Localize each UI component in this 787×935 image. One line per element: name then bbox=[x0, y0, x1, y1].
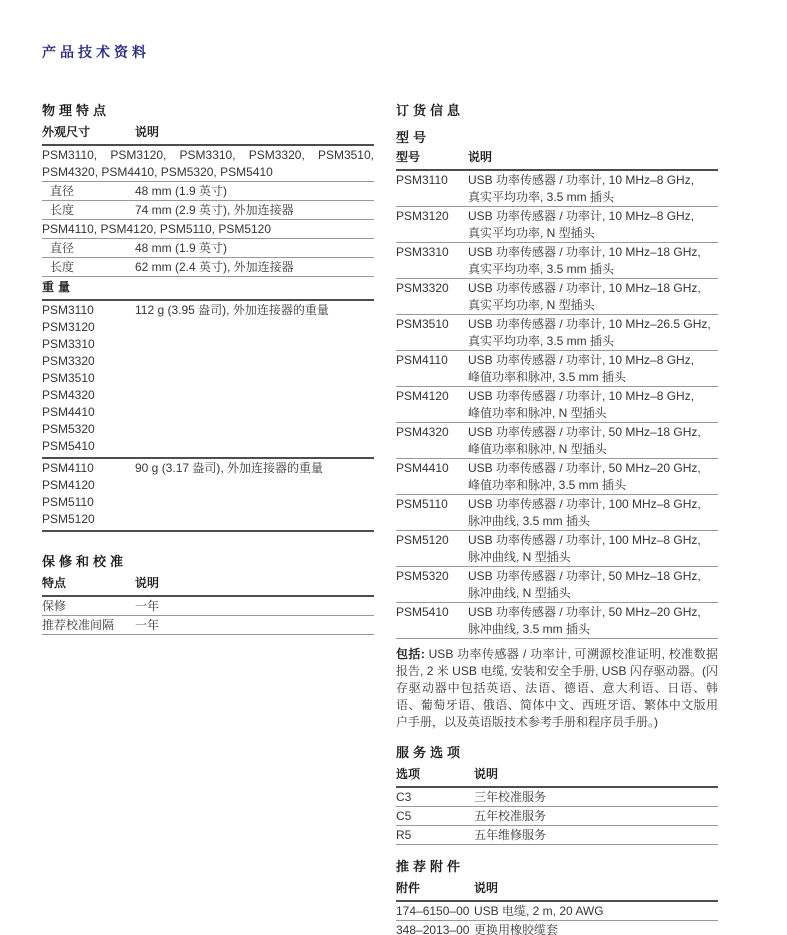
header-cell-option: 选项 bbox=[396, 767, 421, 781]
section-heading-physical: 物理特点 bbox=[42, 103, 111, 118]
part-number-cell: 348–2013–00 bbox=[396, 922, 470, 935]
ordering-row bbox=[396, 423, 718, 459]
section-heading-ordering: 订货信息 bbox=[396, 103, 465, 118]
weight-model: PSM3120 bbox=[42, 320, 95, 334]
desc-line2: 脉冲曲线, N 型插头 bbox=[468, 585, 571, 600]
ordering-table-header bbox=[396, 148, 718, 171]
desc-line1: USB 功率传感器 / 功率计, 50 MHz–20 GHz, bbox=[468, 604, 701, 619]
weight-group bbox=[42, 301, 374, 459]
accessories-table bbox=[396, 879, 718, 935]
section-heading-service: 服务选项 bbox=[396, 745, 465, 760]
weight-model: PSM3510 bbox=[42, 371, 95, 385]
desc-line2: 真实平均功率, 3.5 mm 插头 bbox=[468, 189, 615, 204]
table-row bbox=[42, 201, 374, 220]
warranty-table-header bbox=[42, 574, 374, 597]
option-cell: R5 bbox=[396, 827, 412, 842]
header-cell-accessory: 附件 bbox=[396, 881, 421, 895]
model-cell: PSM3320 bbox=[396, 280, 449, 295]
includes-text: USB 功率传感器 / 功率计, 可溯源校准证明, 校准数据报告, 2 米 USB 电缆, 安装和安全手册, USB 闪存驱动器。(闪存驱动器中包括英语、法语、德语、意大利语、日语、韩语、葡萄牙语、俄语、简体中文、西班牙语、繁体中文版用户手册，以及英语版技术参考手册和程序员手册。) bbox=[396, 647, 718, 729]
table-row bbox=[42, 616, 374, 635]
warranty-label: 推荐校准间隔 bbox=[42, 617, 115, 632]
weight-model: PSM3110 bbox=[42, 303, 94, 317]
subheading-models: 型号 bbox=[396, 130, 431, 145]
dim-label: 长度 bbox=[50, 259, 75, 274]
table-row bbox=[42, 182, 374, 201]
ordering-table bbox=[396, 148, 718, 639]
weight-model: PSM5320 bbox=[42, 422, 95, 436]
model-cell: PSM3120 bbox=[396, 208, 449, 223]
ordering-row bbox=[396, 207, 718, 243]
desc-line1: USB 功率传感器 / 功率计, 10 MHz–18 GHz, bbox=[468, 280, 701, 295]
model-cell: PSM4410 bbox=[396, 460, 449, 475]
physical-table-header bbox=[42, 123, 374, 146]
weight-model: PSM4120 bbox=[42, 478, 95, 492]
model-group-row: PSM4110, PSM4120, PSM5110, PSM5120 bbox=[42, 220, 374, 239]
dim-value: 48 mm (1.9 英寸) bbox=[135, 240, 228, 255]
desc-line1: USB 功率传感器 / 功率计, 10 MHz–26.5 GHz, bbox=[468, 316, 711, 331]
option-desc: 三年校准服务 bbox=[474, 789, 547, 804]
desc-cell bbox=[468, 496, 718, 530]
desc-cell bbox=[468, 424, 718, 458]
header-cell-description: 说明 bbox=[468, 150, 493, 164]
desc-line1: USB 功率传感器 / 功率计, 10 MHz–8 GHz, bbox=[468, 172, 695, 187]
table-row bbox=[42, 258, 374, 277]
dim-label: 直径 bbox=[50, 240, 75, 255]
header-cell-model: 型号 bbox=[396, 150, 421, 164]
desc-line2: 真实平均功率, N 型插头 bbox=[468, 297, 595, 312]
weight-model-list bbox=[42, 302, 135, 455]
table-row bbox=[396, 902, 718, 921]
option-desc: 五年校准服务 bbox=[474, 808, 547, 823]
model-cell: PSM3110 bbox=[396, 172, 448, 187]
option-cell: C3 bbox=[396, 789, 412, 804]
part-desc: USB 电缆, 2 m, 20 AWG bbox=[474, 903, 604, 918]
desc-line2: 真实平均功率, 3.5 mm 插头 bbox=[468, 333, 615, 348]
ordering-row bbox=[396, 243, 718, 279]
dim-label: 长度 bbox=[50, 202, 75, 217]
desc-line2: 峰值功率和脉冲, N 型插头 bbox=[468, 405, 607, 420]
desc-line2: 峰值功率和脉冲, 3.5 mm 插头 bbox=[468, 477, 627, 492]
ordering-row bbox=[396, 567, 718, 603]
includes-paragraph bbox=[396, 646, 718, 731]
weight-model: PSM5410 bbox=[42, 439, 95, 453]
option-desc: 五年维修服务 bbox=[474, 827, 547, 842]
includes-label: 包括: bbox=[396, 647, 425, 661]
weight-subheading: 重量 bbox=[42, 277, 374, 301]
warranty-table bbox=[42, 574, 374, 635]
table-row bbox=[42, 239, 374, 258]
desc-line1: USB 功率传感器 / 功率计, 100 MHz–8 GHz, bbox=[468, 532, 701, 547]
desc-cell bbox=[468, 316, 718, 350]
desc-cell bbox=[468, 532, 718, 566]
desc-line2: 脉冲曲线, N 型插头 bbox=[468, 549, 571, 564]
desc-line1: USB 功率传感器 / 功率计, 10 MHz–8 GHz, bbox=[468, 352, 695, 367]
service-table-header bbox=[396, 765, 718, 788]
weight-model: PSM4320 bbox=[42, 388, 95, 402]
model-group-row: PSM3110, PSM3120, PSM3310, PSM3320, PSM3510, PSM4320, PSM4410, PSM5320, PSM5410 bbox=[42, 146, 374, 182]
desc-cell bbox=[468, 280, 718, 314]
model-cell: PSM5410 bbox=[396, 604, 449, 619]
accessories-table-header bbox=[396, 879, 718, 902]
right-column bbox=[396, 102, 718, 935]
desc-cell bbox=[468, 460, 718, 494]
desc-line1: USB 功率传感器 / 功率计, 100 MHz–8 GHz, bbox=[468, 496, 701, 511]
ordering-row bbox=[396, 315, 718, 351]
weight-value: 112 g (3.95 盎司), 外加连接器的重量 bbox=[135, 303, 329, 317]
dim-value: 62 mm (2.4 英寸), 外加连接器 bbox=[135, 259, 294, 274]
model-cell: PSM5120 bbox=[396, 532, 449, 547]
ordering-row bbox=[396, 171, 718, 207]
desc-line2: 脉冲曲线, 3.5 mm 插头 bbox=[468, 513, 591, 528]
desc-cell bbox=[468, 244, 718, 278]
desc-cell bbox=[468, 568, 718, 602]
ordering-row bbox=[396, 603, 718, 639]
model-cell: PSM5320 bbox=[396, 568, 449, 583]
weight-model: PSM5120 bbox=[42, 512, 95, 526]
desc-line1: USB 功率传感器 / 功率计, 50 MHz–18 GHz, bbox=[468, 424, 701, 439]
ordering-row bbox=[396, 495, 718, 531]
ordering-row bbox=[396, 279, 718, 315]
desc-line1: USB 功率传感器 / 功率计, 50 MHz–20 GHz, bbox=[468, 460, 701, 475]
weight-value: 90 g (3.17 盎司), 外加连接器的重量 bbox=[135, 461, 324, 475]
model-cell: PSM3310 bbox=[396, 244, 449, 259]
desc-cell bbox=[468, 604, 718, 638]
header-cell-feature: 特点 bbox=[42, 576, 67, 590]
header-cell-dimension: 外观尺寸 bbox=[42, 125, 91, 139]
ordering-row bbox=[396, 459, 718, 495]
model-cell: PSM4120 bbox=[396, 388, 449, 403]
weight-model: PSM4110 bbox=[42, 461, 94, 475]
desc-line2: 真实平均功率, N 型插头 bbox=[468, 225, 595, 240]
dim-value: 74 mm (2.9 英寸), 外加连接器 bbox=[135, 202, 294, 217]
service-table bbox=[396, 765, 718, 845]
weight-model: PSM4410 bbox=[42, 405, 95, 419]
weight-model: PSM3320 bbox=[42, 354, 95, 368]
desc-line2: 真实平均功率, 3.5 mm 插头 bbox=[468, 261, 615, 276]
model-cell: PSM5110 bbox=[396, 496, 448, 511]
section-heading-warranty: 保修和校准 bbox=[42, 554, 128, 569]
header-cell-description: 说明 bbox=[474, 767, 499, 781]
part-number-cell: 174–6150–00 bbox=[396, 903, 470, 918]
desc-cell bbox=[468, 388, 718, 422]
desc-line1: USB 功率传感器 / 功率计, 50 MHz–18 GHz, bbox=[468, 568, 701, 583]
model-cell: PSM4320 bbox=[396, 424, 449, 439]
desc-line2: 峰值功率和脉冲, N 型插头 bbox=[468, 441, 607, 456]
option-cell: C5 bbox=[396, 808, 412, 823]
desc-cell bbox=[468, 352, 718, 386]
desc-line2: 峰值功率和脉冲, 3.5 mm 插头 bbox=[468, 369, 627, 384]
table-row bbox=[396, 807, 718, 826]
header-cell-description: 说明 bbox=[135, 125, 160, 139]
table-row bbox=[396, 921, 718, 935]
ordering-row bbox=[396, 531, 718, 567]
part-desc: 更换用橡胶缆套 bbox=[474, 922, 559, 935]
weight-model-list bbox=[42, 460, 135, 528]
warranty-label: 保修 bbox=[42, 598, 67, 613]
model-cell: PSM3510 bbox=[396, 316, 449, 331]
desc-line2: 脉冲曲线, 3.5 mm 插头 bbox=[468, 621, 591, 636]
model-cell: PSM4110 bbox=[396, 352, 448, 367]
desc-line1: USB 功率传感器 / 功率计, 10 MHz–18 GHz, bbox=[468, 244, 701, 259]
left-column bbox=[42, 102, 374, 635]
dim-value: 48 mm (1.9 英寸) bbox=[135, 183, 228, 198]
desc-cell bbox=[468, 208, 718, 242]
section-heading-accessories: 推荐附件 bbox=[396, 859, 465, 874]
table-row bbox=[42, 597, 374, 616]
desc-line1: USB 功率传感器 / 功率计, 10 MHz–8 GHz, bbox=[468, 388, 695, 403]
weight-model: PSM3310 bbox=[42, 337, 95, 351]
page-title: 产品技术资料 bbox=[42, 44, 150, 60]
ordering-row bbox=[396, 387, 718, 423]
header-cell-description: 说明 bbox=[135, 576, 160, 590]
physical-table bbox=[42, 123, 374, 532]
dim-label: 直径 bbox=[50, 183, 75, 198]
weight-model: PSM5110 bbox=[42, 495, 94, 509]
weight-group bbox=[42, 459, 374, 532]
warranty-value: 一年 bbox=[135, 617, 160, 632]
table-row bbox=[396, 788, 718, 807]
header-cell-description: 说明 bbox=[474, 881, 499, 895]
desc-cell bbox=[468, 172, 718, 206]
ordering-row bbox=[396, 351, 718, 387]
desc-line1: USB 功率传感器 / 功率计, 10 MHz–8 GHz, bbox=[468, 208, 695, 223]
table-row bbox=[396, 826, 718, 845]
warranty-value: 一年 bbox=[135, 598, 160, 613]
